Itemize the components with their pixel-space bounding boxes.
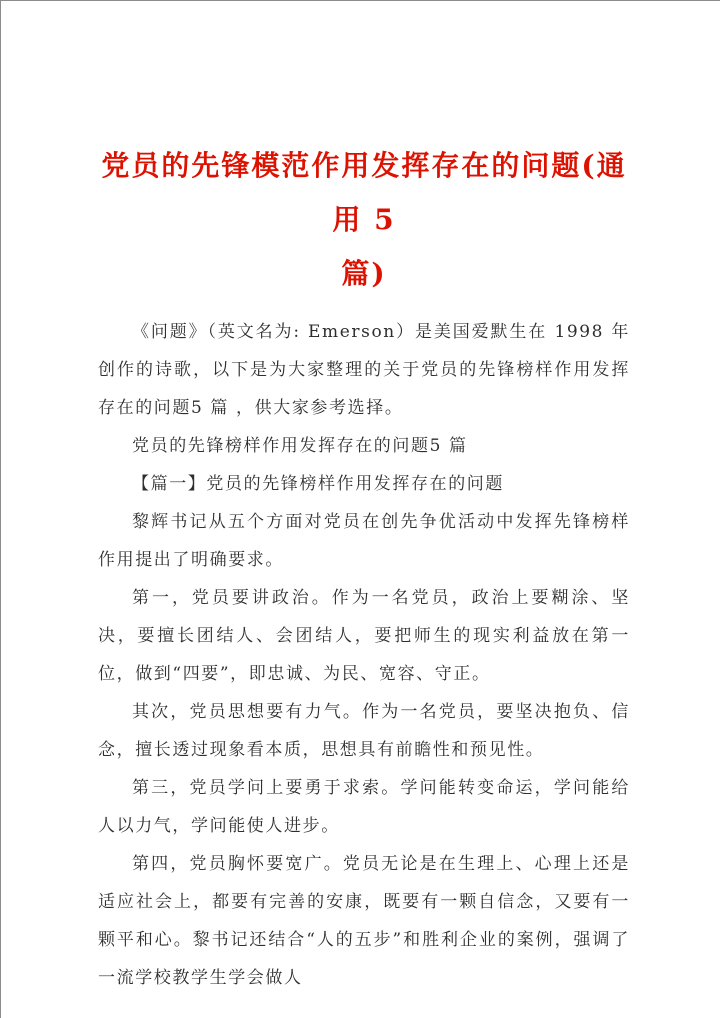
document-content bbox=[98, 1, 630, 997]
paragraph-section-1-heading: 【篇一】党员的先锋榜样作用发挥存在的问题 bbox=[132, 474, 504, 494]
paragraph-point-4: 第四，党员胸怀要宽广。党员无论是在生理上、心理上还是适应社会上，都要有完善的安康，既要有一颗自信念，又要有一颗平和心。黎书记还结合“人的五步”和胜利企业的案例，强调了一流学校教学生学会做人 bbox=[98, 854, 630, 988]
paragraph-intro: 《问题》（英文名为: Emerson）是美国爱默生在 1998 年创作的诗歌，以下是为大家整理的关于党员的先锋榜样作用发挥存在的问题5 篇 ，供大家参考选择。 bbox=[98, 322, 630, 418]
paragraph-point-2: 其次，党员思想要有力气。作为一名党员，要坚决抱负、信念，擅长透过现象看本质，思想具有前瞻性和预见性。 bbox=[98, 702, 630, 760]
document-title-line-2: 篇) bbox=[341, 257, 387, 290]
paragraph-point-1: 第一，党员要讲政治。作为一名党员，政治上要糊涂、坚决，要擅长团结人、会团结人，要把师生的现实利益放在第一位，做到“四要”，即忠诚、为民、宽容、守正。 bbox=[98, 588, 630, 684]
paragraph-section-1-lead: 黎辉书记从五个方面对党员在创先争优活动中发挥先锋榜样作用提出了明确要求。 bbox=[98, 512, 630, 570]
paragraph-point-3: 第三，党员学问上要勇于求索。学问能转变命运，学问能给人以力气，学问能使人进步。 bbox=[98, 778, 630, 836]
document-title-line-1: 党员的先锋模范作用发挥存在的问题(通用 5 bbox=[101, 149, 627, 236]
paragraph-list-heading: 党员的先锋榜样作用发挥存在的问题5 篇 bbox=[132, 436, 468, 456]
document-title bbox=[98, 139, 630, 301]
document-body bbox=[98, 313, 630, 997]
